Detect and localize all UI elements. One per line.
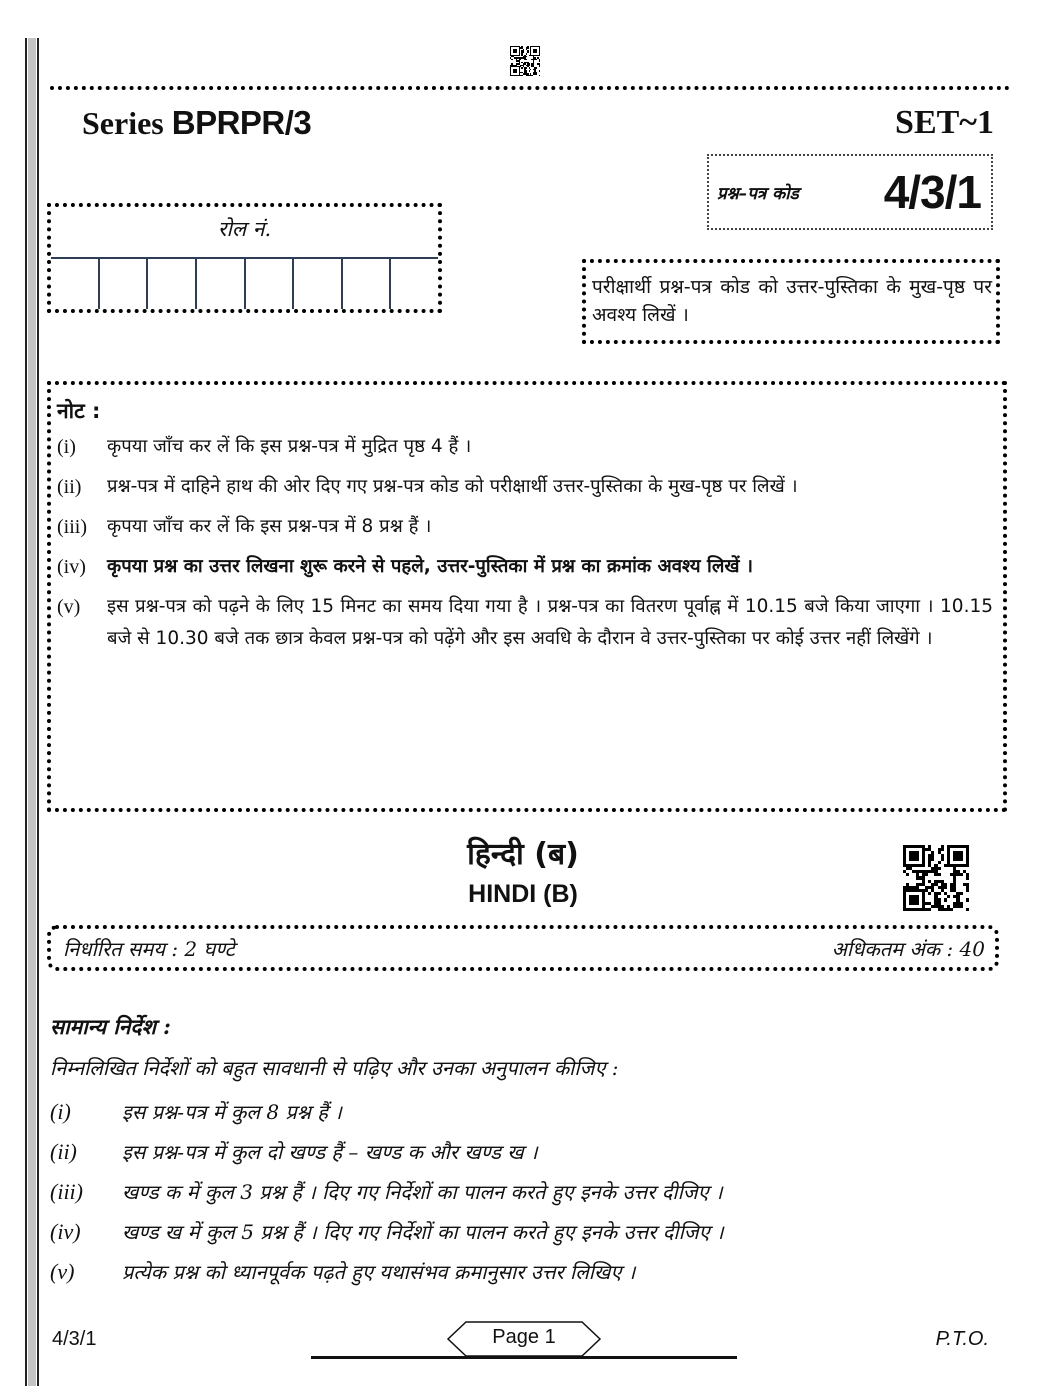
time-allowed: निर्धारित समय : 2 घण्टे xyxy=(63,936,235,961)
note-item xyxy=(57,511,993,543)
roll-number-box xyxy=(47,203,442,313)
note-list xyxy=(57,431,993,655)
paper-code-value: 4/3/1 xyxy=(883,166,981,218)
general-instructions-intro: निम्नलिखित निर्देशों को बहुत सावधानी से पढ़िए और उनका अनुपालन कीजिए : xyxy=(50,1056,619,1080)
note-item xyxy=(57,471,993,503)
instruction-number: (iv) xyxy=(50,1219,81,1244)
note-item-number: (iii) xyxy=(57,516,87,538)
instruction-text: खण्ड ख में कुल 5 प्रश्न हैं । दिए गए निर्देशों का पालन करते हुए इनके उत्तर दीजिए । xyxy=(122,1220,724,1244)
instruction-number: (v) xyxy=(50,1259,75,1284)
subject-title-english: HINDI (B) xyxy=(468,880,578,908)
general-instructions-title: सामान्य निर्देश : xyxy=(50,1014,171,1039)
subject-title-hindi: हिन्दी (ब) xyxy=(467,837,579,872)
instruction-number: (iii) xyxy=(50,1179,83,1204)
roll-number-cell[interactable] xyxy=(51,259,100,309)
roll-number-label: रोल नं. xyxy=(217,217,272,241)
instruction-text: प्रत्येक प्रश्न को ध्यानपूर्वक पढ़ते हुए यथासंभव क्रमानुसार उत्तर लिखिए । xyxy=(122,1260,636,1284)
note-item-text: कृपया जाँच कर लें कि इस प्रश्न-पत्र में मुद्रित पृष्ठ 4 हैं । xyxy=(107,436,472,457)
roll-number-cell[interactable] xyxy=(197,259,246,309)
note-item-number: (ii) xyxy=(57,476,82,498)
page-number: Page 1 xyxy=(492,1326,556,1348)
note-item-text: कृपया प्रश्न का उत्तर लिखना शुरू करने से पहले, उत्तर-पुस्तिका में प्रश्न का क्रमांक अवश्य लिखें । xyxy=(107,556,753,577)
note-title: नोट : xyxy=(57,399,101,423)
note-box xyxy=(47,381,1007,812)
note-item-text: प्रश्न-पत्र में दाहिने हाथ की ओर दिए गए प्रश्न-पत्र कोड को परीक्षार्थी उत्तर-पुस्तिका के मुख-पृष्ठ पर लिखें । xyxy=(107,476,798,497)
roll-number-cell[interactable] xyxy=(294,259,343,309)
paper-code-label: प्रश्न–पत्र कोड xyxy=(717,183,799,204)
set-number: SET~1 xyxy=(895,104,994,141)
margin-band xyxy=(28,38,36,1386)
max-marks: अधिकतम अंक : 40 xyxy=(831,936,985,961)
note-item-number: (i) xyxy=(57,436,76,458)
roll-number-cell[interactable] xyxy=(100,259,149,309)
instruction-number: (ii) xyxy=(50,1139,77,1164)
note-item xyxy=(57,431,993,463)
margin-rule-left xyxy=(25,38,27,1386)
instruction-text: इस प्रश्न-पत्र में कुल 8 प्रश्न हैं । xyxy=(122,1100,342,1124)
general-instructions-list xyxy=(50,1094,1000,1294)
roll-number-cell[interactable] xyxy=(148,259,197,309)
note-item xyxy=(57,551,993,583)
series-heading xyxy=(82,104,311,142)
qr-code-icon xyxy=(510,46,540,76)
series-code: BPRPR/3 xyxy=(171,104,312,141)
instruction-item xyxy=(50,1094,1000,1134)
roll-number-cell[interactable] xyxy=(343,259,392,309)
roll-number-cells xyxy=(51,257,438,309)
series-label: Series xyxy=(82,105,164,141)
qr-code-icon xyxy=(903,845,969,911)
note-item-number: (v) xyxy=(57,596,81,618)
candidate-note: परीक्षार्थी प्रश्न-पत्र कोड को उत्तर-पुस्तिका के मुख-पृष्ठ पर अवश्य लिखें । xyxy=(582,259,1000,344)
note-item-text: कृपया जाँच कर लें कि इस प्रश्न-पत्र में 8 प्रश्न हैं । xyxy=(107,516,432,537)
instruction-item xyxy=(50,1174,1000,1214)
please-turn-over: P.T.O. xyxy=(935,1328,989,1350)
instruction-number: (i) xyxy=(50,1099,71,1124)
note-item-number: (iv) xyxy=(57,556,86,578)
instruction-item xyxy=(50,1254,1000,1294)
roll-number-cell[interactable] xyxy=(246,259,295,309)
instruction-item xyxy=(50,1214,1000,1254)
instruction-text: खण्ड क में कुल 3 प्रश्न हैं । दिए गए निर्देशों का पालन करते हुए इनके उत्तर दीजिए । xyxy=(122,1180,723,1204)
note-item xyxy=(57,591,993,655)
note-item-text: इस प्रश्न-पत्र को पढ़ने के लिए 15 मिनट का समय दिया गया है । प्रश्न-पत्र का वितरण पूर्वाह्न में 10.15 बजे किया जाएगा । 10.15 बजे से 10.30 बजे तक छात्र केवल प्रश्न-पत्र को पढ़ेंगे और इस अवधि के दौरान वे उत्तर-पुस्तिका पर कोई उत्तर नहीं लिखेंगे । xyxy=(107,596,993,649)
page-number-badge xyxy=(446,1320,602,1358)
margin-rule-right xyxy=(37,38,39,1386)
exam-info-box xyxy=(47,925,999,971)
paper-code-box xyxy=(707,154,993,230)
footer-paper-code: 4/3/1 xyxy=(52,1328,97,1350)
instruction-text: इस प्रश्न-पत्र में कुल दो खण्ड हैं – खण्ड क और खण्ड ख । xyxy=(122,1140,538,1164)
footer-rule xyxy=(311,1356,737,1359)
instruction-item xyxy=(50,1134,1000,1174)
roll-number-cell[interactable] xyxy=(391,259,438,309)
top-dotted-rule xyxy=(50,86,1010,90)
